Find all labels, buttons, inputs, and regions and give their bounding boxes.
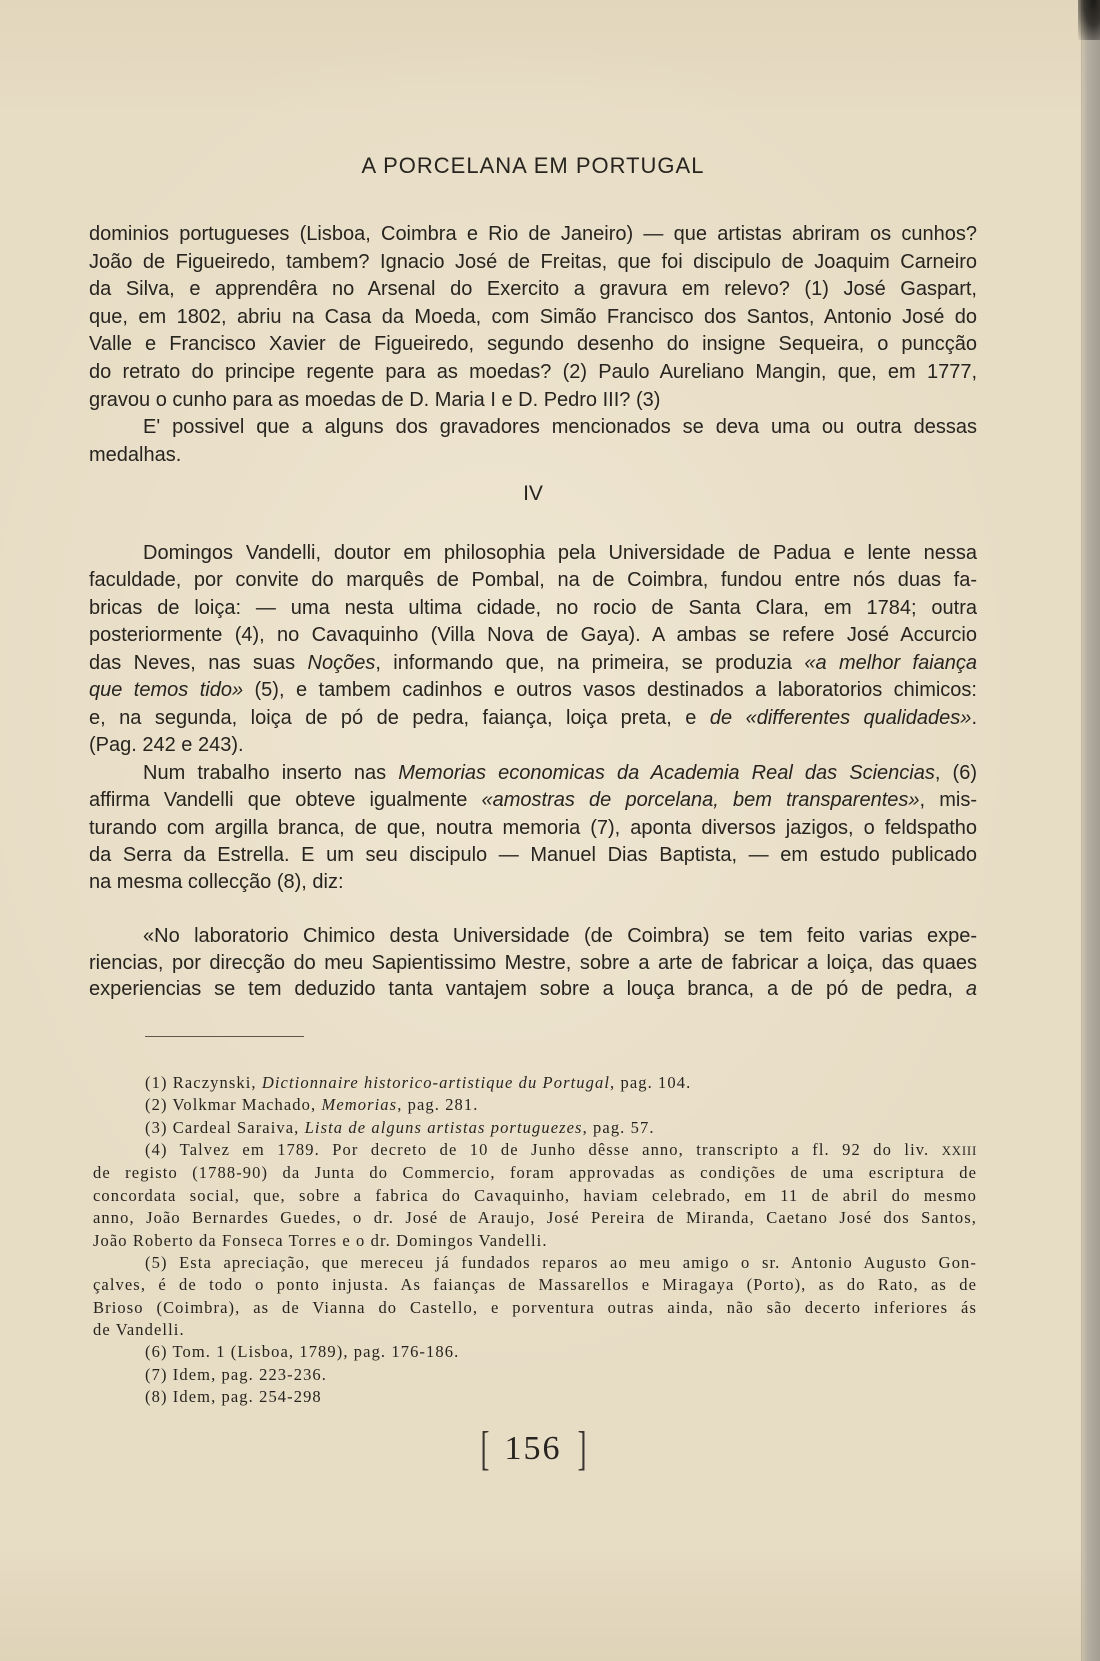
- text-run: João Roberto da Fonseca Torres e o dr. Domingos Vandelli.: [93, 1230, 548, 1250]
- text-run: do retrato do principe regente para as moedas? (2) Paulo Aureliano Mangin, que, em 1777,: [89, 360, 977, 383]
- text-line: [89, 359, 977, 387]
- text-line: [89, 331, 977, 359]
- paragraph: [89, 414, 977, 469]
- paragraph: [89, 540, 977, 760]
- text-line: [89, 732, 977, 759]
- text-run: .: [971, 706, 977, 729]
- text-run: faculdade, por convite do marquês de Pombal, na de Coimbra, fundou entre nós duas fa-: [89, 569, 977, 592]
- text-run: e, na segunda, loiça de pó de pedra, faiança, loiça preta, e: [89, 706, 710, 729]
- quoted-paragraph: [89, 923, 977, 1003]
- section-number: IV: [523, 482, 543, 505]
- footnote: [93, 1072, 977, 1094]
- text-run: experiencias se tem deduzido tanta vantajem sobre a louça branca, a de pó de pedra,: [89, 978, 966, 1000]
- text-line: [93, 1386, 977, 1408]
- text-line: [93, 1185, 977, 1207]
- text-run: na mesma collecção (8), diz:: [89, 871, 344, 894]
- footnote-rule: [145, 1036, 304, 1037]
- text-line: [93, 1252, 977, 1274]
- text-run: turando com argilla branca, de que, noutra memoria (7), aponta diversos jazigos, o feldspatho: [89, 816, 977, 839]
- italic-text: Memorias economicas da Academia Real das Sciencias: [398, 761, 935, 784]
- page-number-open-bracket: [: [480, 1422, 489, 1475]
- text-run: concordata social, que, sobre a fabrica do Cavaquinho, haviam celebrado, em 11 de abril do mesmo: [93, 1185, 977, 1205]
- text-line: [89, 221, 977, 249]
- italic-text: Memorias: [321, 1095, 398, 1115]
- text-run: (7) Idem, pag. 223-236.: [145, 1364, 328, 1384]
- text-run: gravou o cunho para as moedas de D. Maria I e D. Pedro III? (3): [89, 388, 661, 411]
- text-line: [93, 1117, 977, 1139]
- text-run: , pag. 281.: [397, 1095, 479, 1115]
- text-run: (4) Talvez em 1789. Por decreto de 10 de Junho dêsse anno, transcripto a fl. 92 do liv.: [145, 1140, 942, 1160]
- italic-text: «amostras de porcelana, bem transparentes»: [481, 789, 920, 812]
- text-run: Num trabalho inserto nas: [143, 761, 399, 784]
- text-run: (3) Cardeal Saraiva,: [145, 1117, 305, 1137]
- text-line: [89, 760, 977, 787]
- text-run: Domingos Vandelli, doutor em philosophia pela Universidade de Padua e lente nessa: [143, 542, 977, 564]
- text-line: [89, 650, 977, 677]
- text-line: [93, 1072, 977, 1094]
- text-run: de Vandelli.: [93, 1319, 185, 1339]
- page-number-close-bracket: ]: [577, 1422, 586, 1475]
- italic-text: «a melhor faiança: [804, 651, 977, 674]
- text-run: João de Figueiredo, tambem? Ignacio José de Freitas, que foi discipulo de Joaquim Carneiro: [89, 250, 977, 273]
- italic-text: que temos tido»: [89, 679, 244, 702]
- running-head: A PORCELANA EM PORTUGAL: [361, 153, 705, 178]
- text-run: , (6): [934, 761, 977, 784]
- footnote: [93, 1386, 977, 1408]
- text-run: çalves, é de todo o ponto injusta. As faianças de Massarellos e Miragaya (Porto), as do Rato, as de: [93, 1275, 977, 1295]
- text-run: da Serra da Estrella. E um seu discipulo — Manuel Dias Baptista, — em estudo publicado: [89, 843, 977, 866]
- page-number-value: 156: [504, 1430, 562, 1467]
- text-run: affirma Vandelli que obteve igualmente: [89, 789, 482, 812]
- footnote: [93, 1341, 977, 1363]
- text-run: , pag. 57.: [582, 1117, 655, 1137]
- small-caps-text: XXIII: [941, 1144, 977, 1159]
- text-line: [89, 595, 977, 622]
- text-run: bricas de loiça: — uma nesta ultima cidade, no rocio de Santa Clara, em 1784; outra: [89, 596, 977, 619]
- text-run: riencias, por direcção do meu Sapientissimo Mestre, sobre a arte de fabricar a loiça, das quaes: [89, 951, 977, 974]
- text-line: [93, 1207, 977, 1229]
- text-line: [93, 1341, 977, 1363]
- footnote: [93, 1139, 977, 1252]
- footnote: [93, 1094, 977, 1116]
- text-run: «No laboratorio Chimico desta Universidade (de Coimbra) se tem feito varias expe-: [143, 925, 977, 947]
- text-line: [89, 304, 977, 332]
- footnote: [93, 1364, 977, 1386]
- text-line: [93, 1319, 977, 1341]
- paragraph: [89, 221, 977, 414]
- text-run: (5), e tambem cadinhos e outros vasos destinados a laboratorios chimicos:: [243, 679, 977, 702]
- text-line: [93, 1274, 977, 1296]
- text-run: medalhas.: [89, 443, 182, 466]
- text-line: [89, 976, 977, 1003]
- page-edge-line: [1081, 0, 1082, 1661]
- italic-text: Noções: [307, 651, 376, 674]
- text-run: que, em 1802, abriu na Casa da Moeda, com Simão Francisco dos Santos, Antonio José do: [89, 305, 977, 328]
- text-run: posteriormente (4), no Cavaquinho (Villa Nova de Gaya). A ambas se refere José Accurcio: [89, 624, 977, 647]
- text-line: [93, 1139, 977, 1162]
- text-line: [89, 869, 977, 896]
- italic-text: de «differentes qualidades»: [709, 706, 972, 729]
- text-line: [93, 1364, 977, 1386]
- text-line: [89, 842, 977, 869]
- paragraph: [89, 760, 977, 897]
- text-line: [93, 1230, 977, 1252]
- text-run: anno, João Bernardes Guedes, o dr. José de Araujo, José Pereira de Miranda, Caetano José dos Santos,: [93, 1208, 977, 1228]
- text-run: da Silva, e apprendêra no Arsenal do Exercito a gravura em relevo? (1) José Gaspart,: [89, 278, 977, 301]
- text-line: [89, 705, 977, 732]
- text-block: [89, 540, 977, 897]
- text-run: Brioso (Coimbra), as de Vianna do Castello, e porventura outras ainda, não são decerto inferiores ás: [93, 1297, 977, 1317]
- italic-text: Dictionnaire historico-artistique du Portugal: [261, 1073, 611, 1092]
- text-line: [89, 387, 977, 415]
- text-line: [89, 622, 977, 649]
- text-line: [89, 787, 977, 814]
- text-run: dominios portugueses (Lisboa, Coimbra e Rio de Janeiro) — que artistas abriram os cunhos?: [89, 223, 977, 245]
- text-run: , informando que, na primeira, se produzia: [375, 651, 805, 674]
- text-line: [89, 414, 977, 442]
- text-line: [93, 1162, 977, 1184]
- text-run: , mis-: [919, 789, 977, 812]
- page-edge-shadow: [1082, 0, 1100, 1661]
- text-line: [89, 950, 977, 977]
- text-run: (5) Esta apreciação, que mereceu já fundados reparos ao meu amigo o sr. Antonio Augusto Gon-: [145, 1252, 977, 1272]
- text-line: [89, 442, 977, 470]
- text-line: [89, 567, 977, 594]
- text-run: (2) Volkmar Machado,: [145, 1095, 322, 1115]
- text-run: , pag. 104.: [610, 1073, 692, 1092]
- text-run: E' possivel que a alguns dos gravadores mencionados se deva uma ou outra dessas: [143, 416, 977, 439]
- text-run: Valle e Francisco Xavier de Figueiredo, segundo desenho do insigne Sequeira, o puncção: [89, 333, 977, 356]
- text-run: (6) Tom. 1 (Lisboa, 1789), pag. 176-186.: [145, 1342, 460, 1362]
- text-run: das Neves, nas suas: [89, 651, 308, 674]
- page-number: [89, 1422, 977, 1476]
- footnote: [93, 1117, 977, 1139]
- text-line: [89, 815, 977, 842]
- text-block: [89, 221, 977, 469]
- text-line: [93, 1094, 977, 1116]
- text-line: [89, 276, 977, 304]
- text-line: [89, 249, 977, 277]
- text-line: [89, 540, 977, 567]
- footnote: [93, 1252, 977, 1341]
- text-run: (Pag. 242 e 243).: [89, 734, 244, 757]
- italic-text: a: [965, 978, 977, 1000]
- footnotes: [93, 1072, 977, 1408]
- text-line: [93, 1297, 977, 1319]
- text-line: [89, 923, 977, 950]
- corner-stain: [1078, 0, 1100, 40]
- text-run: de registo (1788-90) da Junta do Commercio, foram approvadas as condições de uma escriptura de: [93, 1163, 977, 1183]
- text-run: (8) Idem, pag. 254-298: [145, 1387, 322, 1407]
- text-line: [89, 677, 977, 704]
- text-run: (1) Raczynski,: [145, 1073, 262, 1092]
- italic-text: Lista de alguns artistas portuguezes: [304, 1117, 583, 1137]
- quotation-block: [89, 923, 977, 1003]
